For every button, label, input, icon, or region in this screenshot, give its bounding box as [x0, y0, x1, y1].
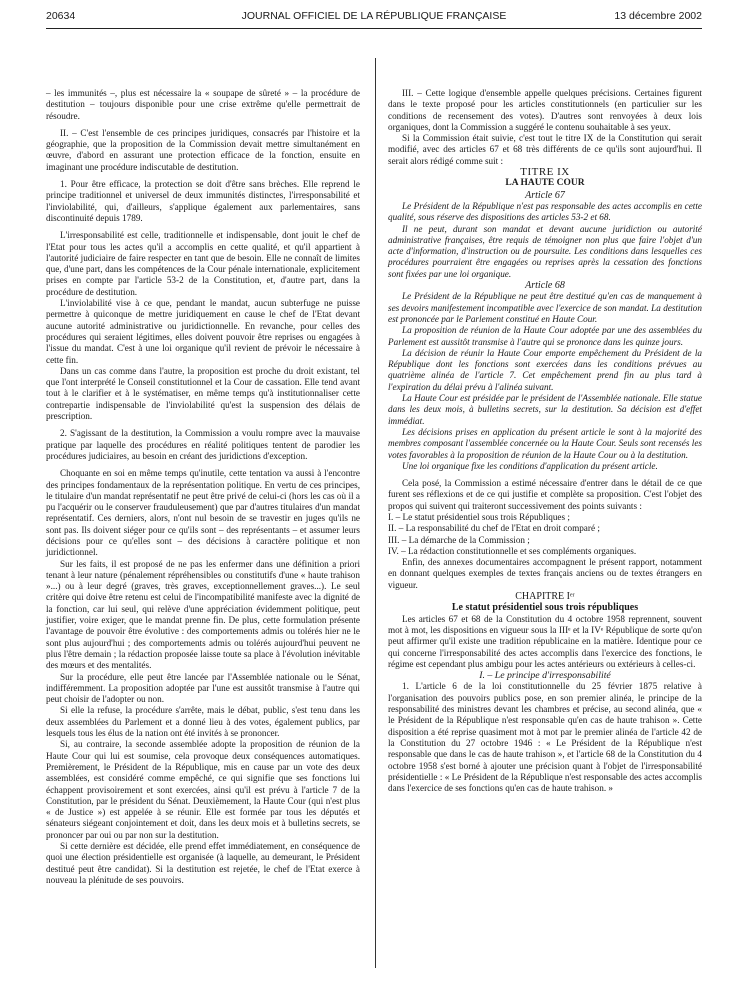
- paragraph: Si la Commission était suivie, c'est tout le titre IX de la Constitution qui serait modifié, avec des articles 67 et 68 très différents de ce qu'ils sont aujourd'hui. Il serait alors rédigé comme suit :: [388, 133, 702, 166]
- right-column: [388, 88, 702, 794]
- article-paragraph: Le Président de la République n'est pas responsable des actes accomplis en cette qualité, sous réserve des dispositions des articles 53-2 et 68.: [388, 200, 702, 223]
- paragraph: Si elle la refuse, la procédure s'arrête, mais le débat, public, s'est tenu dans les deux assemblées du Parlement et a donné lieu à des votes, également publics, par lesquels tous les élus de la nation ont été invités à se prononcer.: [46, 705, 360, 739]
- article-paragraph: Le Président de la République ne peut être destitué qu'en cas de manquement à ses devoirs manifestement incompatible avec l'exercice de son mandat. La destitution est prononcée par le Parlement constitué en Haute Cour.: [388, 291, 702, 324]
- paragraph: Enfin, des annexes documentaires accompagnent le présent rapport, notamment en donnant quelques exemples de textes français anciens ou de textes étrangers en vigueur.: [388, 557, 702, 590]
- paragraph: Choquante en soi en même temps qu'inutile, cette tentation va aussi à l'encontre des principes fondamentaux de la représentation politique. En vertu de ces principes, le titulaire d'un mandat représentatif ne peut être privé de celui-ci (hors les cas où il a pu l'acquérir ou le conserver frauduleusement) que par d'autres titulaires d'un mandat représentatif. Ces derniers, alors, n'ont nul besoin de se travestir en juges qu'ils ne sont pas. Ils doivent siéger pour ce qu'ils sont – des représentants – et assumer leurs décisions pour ce qu'elles sont – des décisions à caractère politique et non juridictionnel.: [46, 468, 360, 558]
- paragraph: II. – C'est l'ensemble de ces principes juridiques, consacrés par l'histoire et la géographie, que la proposition de la Commission devait mettre simultanément en œuvre, d'abord en assurant une protection efficace de la fonction, ensuite en imaginant une procédure indiscutable de destitution.: [46, 127, 360, 172]
- column-divider: [375, 58, 376, 968]
- list-item: IV. – La rédaction constitutionnelle et ses compléments organiques.: [388, 545, 637, 556]
- left-column: [46, 88, 360, 886]
- chapter-heading: CHAPITRE Iᵉʳ: [515, 591, 575, 603]
- publication-date: 13 décembre 2002: [614, 10, 702, 22]
- paragraph: L'irresponsabilité est celle, traditionnelle et indispensable, dont jouit le chef de l'Etat pour tous les actes qu'il a accomplis en cette qualité, et qu'il appartient à l'autorité judiciaire de faire respecter en tant que de besoin. Elle ne connaît de limites que, d'une part, dans les compétences de la Cour pénale internationale, explicitement prises en compte par l'article 53-2 de la Constitution, et, d'autre part, dans la procédure de destitution.: [46, 230, 360, 297]
- page-number: 20634: [46, 10, 76, 22]
- paragraph: Cela posé, la Commission a estimé nécessaire d'entrer dans le détail de ce que furent ses réflexions et de ce qui justifie et complète sa proposition. C'est l'objet des propos qui suivent qui traiteront successivement des points suivants :: [388, 478, 702, 511]
- paragraph: Si, au contraire, la seconde assemblée adopte la proposition de réunion de la Haute Cour qui lui est soumise, cela provoque deux conséquences automatiques. Premièrement, le Président de la République, mis en cause par un vote des deux assemblées, est considéré comme empêché, ce qui signifie que ses fonctions lui échappent provisoirement et sont exercées, ainsi qu'il est prévu à l'article 7 de la Constitution, par le président du Sénat. Deuxièmement, la Haute Cour (qui n'est plus « de Justice ») est appelée à se réunir. Elle est formée par tous les députés et sénateurs siégeant conjointement et doit, dans les deux mois et à bulletins secrets, se prononcer par oui ou par non sur la destitution.: [46, 739, 360, 840]
- page-header: [46, 10, 702, 26]
- header-rule: [46, 28, 702, 29]
- section-heading: I. – Le principe d'irresponsabilité: [479, 670, 611, 682]
- paragraph: Dans un cas comme dans l'autre, la proposition est proche du droit existant, tel que l'ont interprété le Conseil constitutionnel et la Cour de cassation. Elle tend avant tout à le clarifier et à le systématiser, en même temps qu'à institutionnaliser cette contrepartie indispensable de l'inviolabilité qu'est la suspension des délais de prescription.: [46, 365, 360, 422]
- paragraph: – les immunités –, plus est nécessaire la « soupape de sûreté » – la procédure de destitution – toujours disponible pour une crise extrême qu'elle permettrait de résoudre.: [46, 88, 360, 121]
- paragraph: 1. L'article 6 de la loi constitutionnelle du 25 février 1875 relative à l'organisation des pouvoirs publics pose, en son premier alinéa, le principe de la responsabilité des ministres devant les chambres et précise, au second alinéa, que « le Président de la République n'est responsable qu'en cas de haute trahison ». Cette disposition a été reprise quasiment mot à mot par le premier alinéa de l'article 42 de la Constitution du 27 octobre 1946 : « Le Président de la République n'est responsable que dans le cas de haute trahison », et l'article 68 de la Constitution du 4 octobre 1958 s'est borné à ajouter une précision quant à l'objet de l'irresponsabilité présidentielle : « Le Président de la République n'est responsable des actes accomplis dans l'exercice de ses fonctions qu'en cas de haute trahison. »: [388, 681, 702, 794]
- journal-title: JOURNAL OFFICIEL DE LA RÉPUBLIQUE FRANÇAISE: [241, 10, 507, 22]
- paragraph: 1. Pour être efficace, la protection se doit d'être sans brèches. Elle reprend le principe traditionnel et universel de deux immunités distinctes, l'irresponsabilité et l'inviolabilité, qui, d'ailleurs, s'applique également aux parlementaires, sans discontinuité depuis 1789.: [46, 179, 360, 223]
- paragraph: Sur les faits, il est proposé de ne pas les enfermer dans une définition a priori tenant à leur nature (pénalement répréhensibles ou constitutifs d'une « haute trahison »...) ou à leur degré (graves, très graves, exceptionnellement graves...). Le seul critère qui doive être retenu est celui de l'incompatibilité manifeste avec la dignité de la fonction, car lui seul, qui relève d'une appréciation évidemment politique, peut justifier, voire exiger, que le mandat prenne fin. De plus, cette formulation présente l'avantage de pouvoir être évolutive : des comportements admis ou tolérés hier ne le sont plus aujourd'hui ; des comportements admis ou tolérés aujourd'hui peuvent ne plus l'être demain ; la rédaction proposée laisse toute sa place à l'évolution inévitable des mœurs et des mentalités.: [46, 558, 360, 671]
- paragraph: Sur la procédure, elle peut être lancée par l'Assemblée nationale ou le Sénat, indifféremment. La proposition adoptée par l'une est aussitôt transmise à l'autre qui peut choisir de l'adopter ou non.: [46, 671, 360, 705]
- article-67-heading: Article 67: [525, 189, 565, 201]
- haute-cour-heading: LA HAUTE COUR: [505, 178, 585, 189]
- paragraph: L'inviolabilité vise à ce que, pendant le mandat, aucun subterfuge ne puisse permettre à quiconque de mettre juridiquement en cause le chef de l'Etat devant aucune autorité administrative ou juridictionnelle. En revanche, pour celles des procédures qui seraient légitimes, elles doivent pouvoir être reprises ou engagées à l'issue du mandat. C'est à une loi organique qu'il revient de prévoir le nécessaire à cette fin.: [46, 298, 360, 365]
- article-paragraph: Les décisions prises en application du présent article le sont à la majorité des membres composant l'assemblée concernée ou la Haute Cour. Seuls sont recensés les votes favorables à la proposition de réunion de la Haute Cour ou à la destitution.: [388, 426, 702, 460]
- article-paragraph: Une loi organique fixe les conditions d'application du présent article.: [402, 460, 658, 471]
- chapter-title: Le statut présidentiel sous trois républiques: [451, 602, 639, 614]
- list-item: I. – Le statut présidentiel sous trois Républiques ;: [388, 511, 570, 522]
- article-68-heading: Article 68: [525, 280, 565, 292]
- list-item: III. – La démarche de la Commission ;: [388, 534, 530, 545]
- titre-heading: TITRE IX: [520, 166, 570, 179]
- list-item: II. – La responsabilité du chef de l'Etat en droit comparé ;: [388, 523, 600, 534]
- article-paragraph: La décision de réunir la Haute Cour emporte empêchement du Président de la République dont les fonctions sont exercées dans les conditions prévues au quatrième alinéa de l'article 7. Cet empêchement prend fin au plus tard à l'expiration du délai prévu à l'alinéa suivant.: [388, 347, 702, 392]
- article-paragraph: La Haute Cour est présidée par le président de l'Assemblée nationale. Elle statue dans les deux mois, à bulletins secrets, sur la destitution. Sa décision est d'effet immédiat.: [388, 393, 702, 426]
- article-paragraph: Il ne peut, durant son mandat et devant aucune juridiction ou autorité administrative françaises, être requis de témoigner non plus que faire l'objet d'un acte d'information, d'instruction ou de poursuite. Les conditions dans lesquelles ces procédures pourraient être engagées ou reprises après la cessation des fonctions sont fixées par une loi organique.: [388, 223, 702, 279]
- paragraph: 2. S'agissant de la destitution, la Commission a voulu rompre avec la mauvaise pratique par laquelle des procédures en réalité politiques tentent de parodier les procédures judiciaires, au besoin en créant des juridictions d'exception.: [46, 428, 360, 461]
- paragraph: Si cette dernière est décidée, elle prend effet immédiatement, en conséquence de quoi une élection présidentielle est organisée (à laquelle, au demeurant, le Président destitué peut être candidat). Si la destitution est rejetée, le chef de l'Etat exerce à nouveau la plénitude de ses pouvoirs.: [46, 841, 360, 885]
- paragraph: III. – Cette logique d'ensemble appelle quelques précisions. Certaines figurent dans le texte proposé pour les articles constitutionnels (en particulier sur les conditions de recensement des votes). D'autres sont renvoyées à deux lois organiques, dont la Commission a suggéré le contenu souhaitable à ses yeux.: [388, 88, 702, 132]
- article-paragraph: La proposition de réunion de la Haute Cour adoptée par une des assemblées du Parlement est aussitôt transmise à l'autre qui se prononce dans les quinze jours.: [388, 325, 702, 347]
- paragraph: Les articles 67 et 68 de la Constitution du 4 octobre 1958 reprennent, souvent mot à mot, les dispositions en vigueur sous la IIIᵉ et la IVᵉ République de sorte qu'on peut affirmer qu'il existe une tradition républicaine en la matière. Identique pour ce qui concerne l'irresponsabilité des actes accomplis dans l'exercice des fonctions, le régime est cependant plus ambigu pour les actes antérieurs ou extérieurs à celles-ci.: [388, 613, 702, 669]
